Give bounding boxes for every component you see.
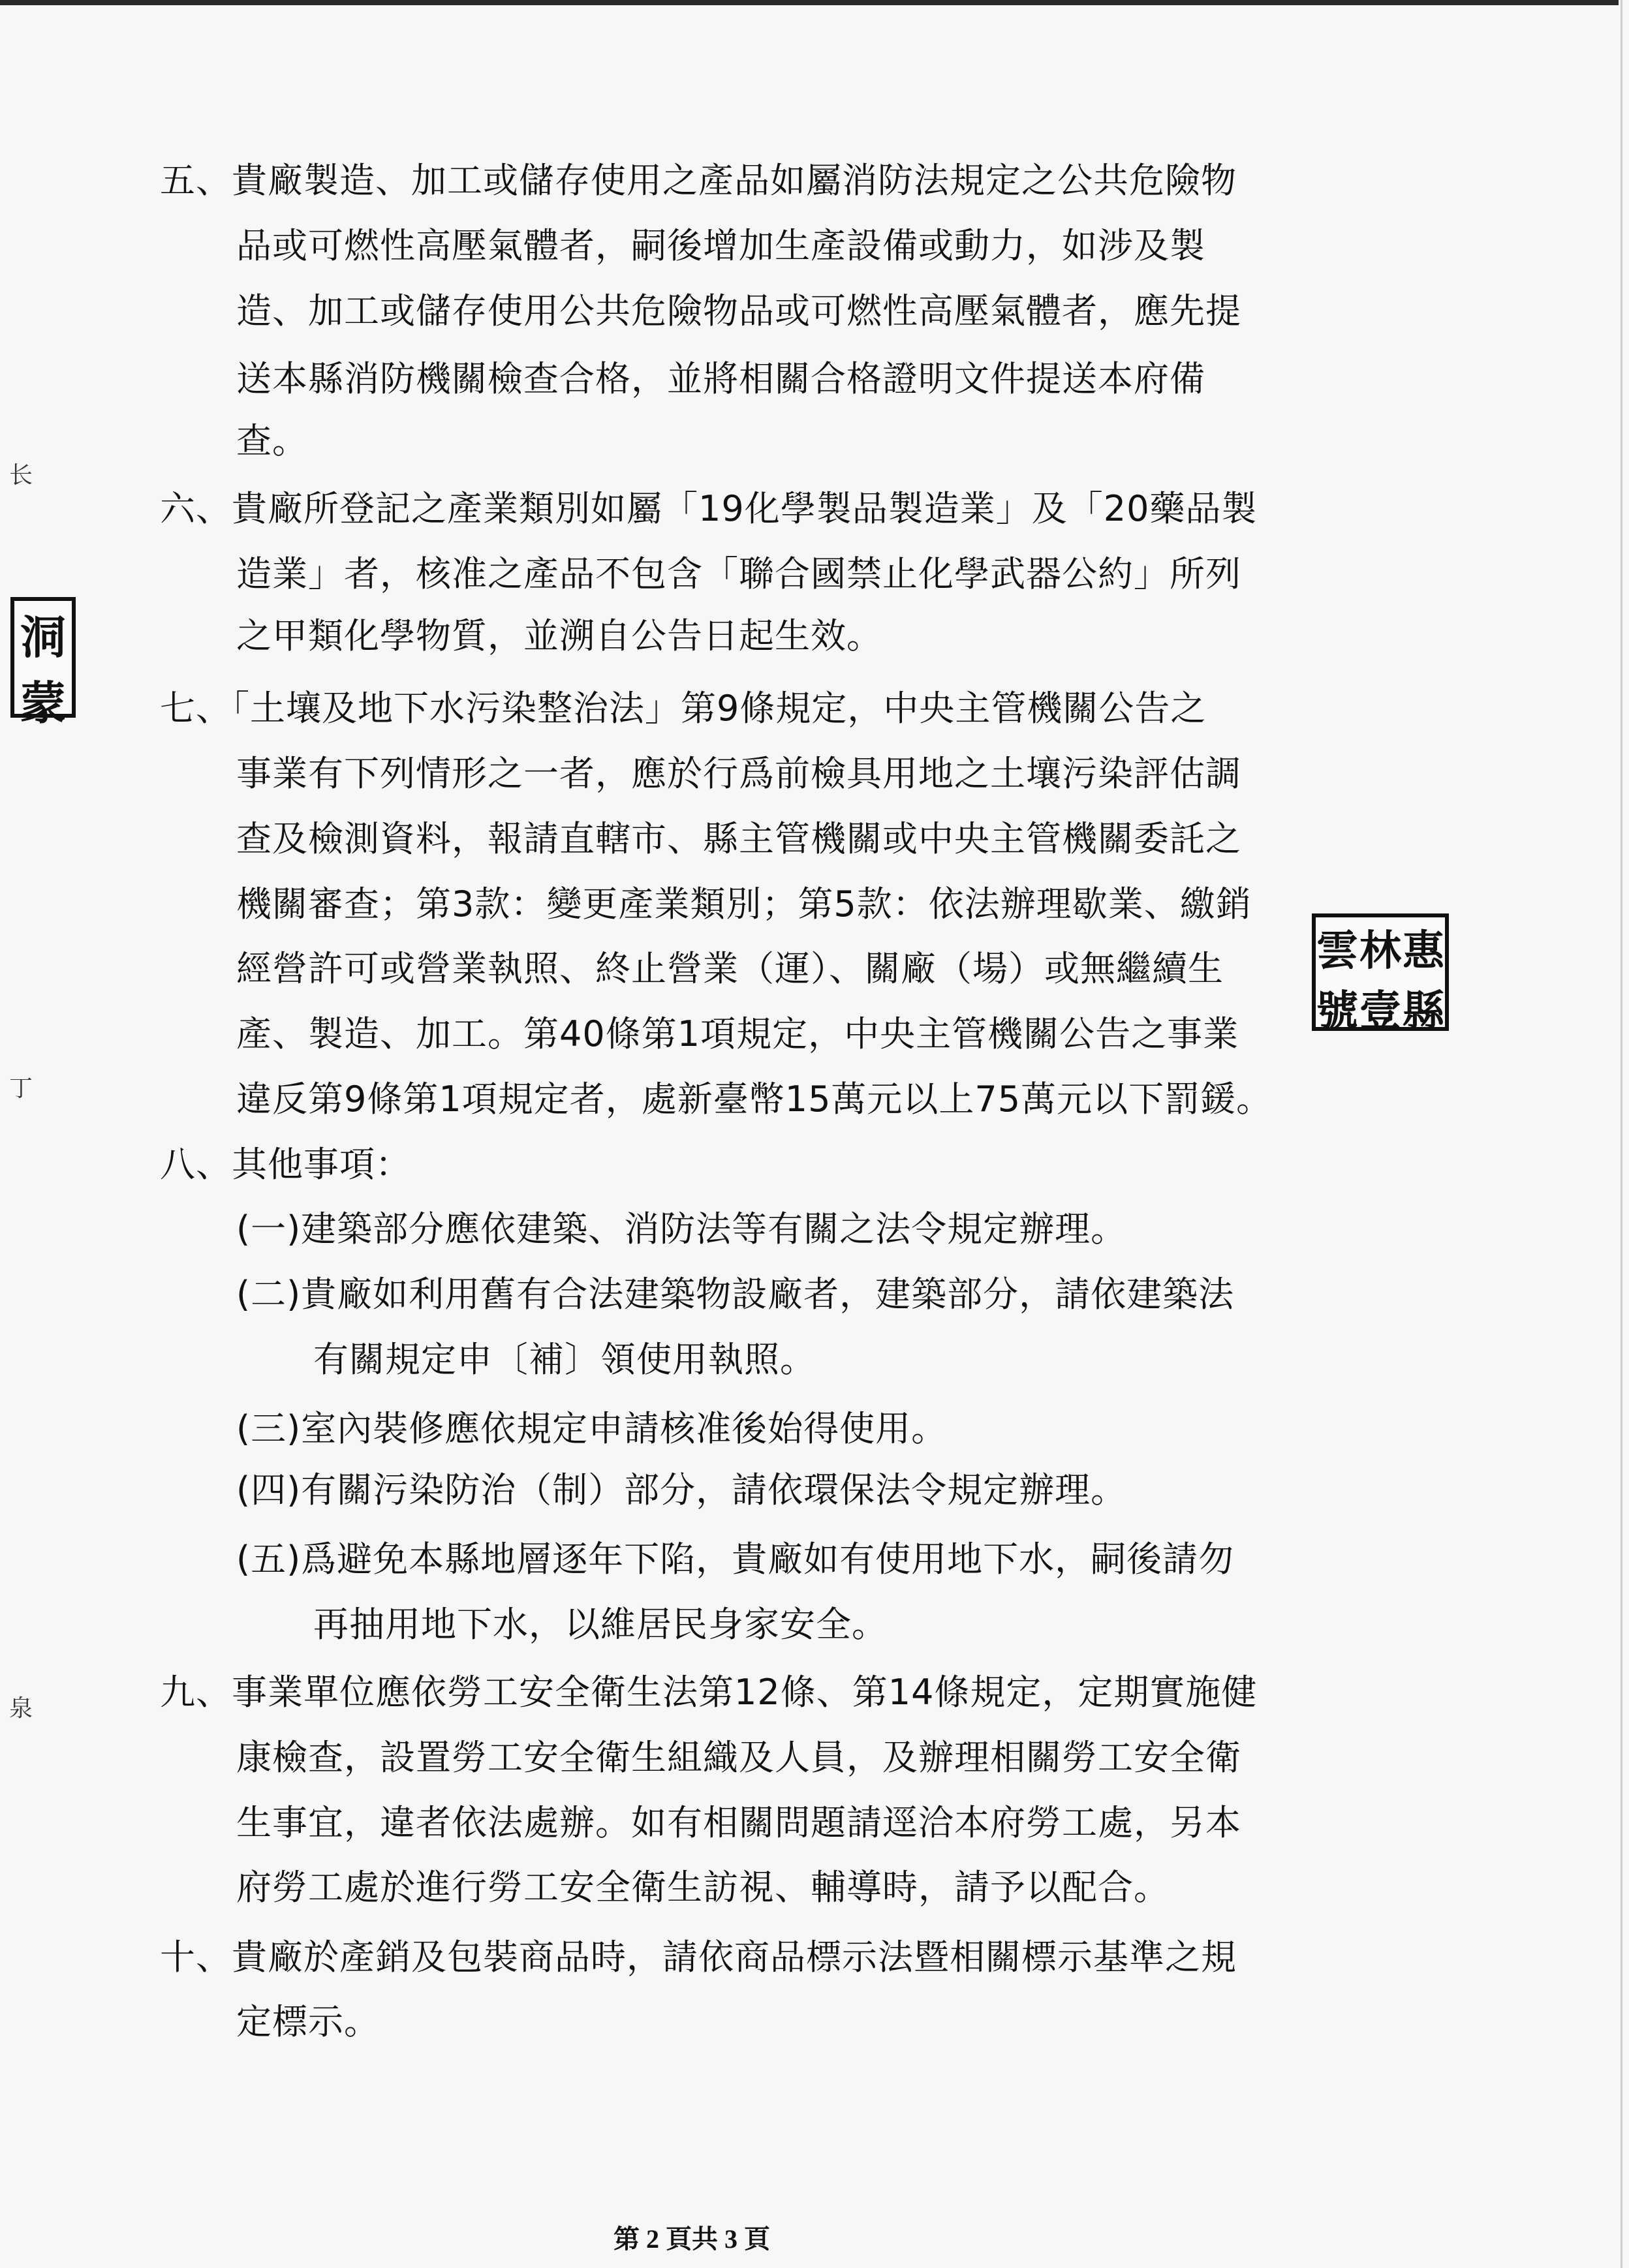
section-9-line: 康檢查，設置勞工安全衛生組織及人員，及辦理相關勞工安全衛 <box>236 1737 1241 1778</box>
margin-glyph: 长 <box>9 462 33 489</box>
section-9-line: 府勞工處於進行勞工安全衛生訪視、輔導時，請予以配合。 <box>236 1867 1170 1908</box>
seal-char: 洞 <box>20 610 66 664</box>
scan-right-edge <box>1621 0 1622 2268</box>
seal-char: 號 <box>1316 987 1358 1035</box>
section-7-line: 查及檢測資料，報請直轄市、縣主管機關或中央主管機關委託之 <box>236 818 1241 859</box>
section-5-line: 送本縣消防機關檢查合格，並將相關合格證明文件提送本府備 <box>236 358 1205 399</box>
section-5-line: 查。 <box>236 420 308 461</box>
margin-glyph: 丁 <box>9 1075 33 1102</box>
margin-glyph: 泉 <box>9 1695 33 1722</box>
section-7-line: 經營許可或營業執照、終止營業（運）、關廠（場）或無繼續生 <box>236 948 1224 989</box>
section-6-line: 造業」者，核准之產品不包含「聯合國禁止化學武器公約」所列 <box>236 553 1241 594</box>
section-10-line: 定標示。 <box>236 2001 380 2042</box>
section-8-item: (五)爲避免本縣地層逐年下陷，貴廠如有使用地下水，嗣後請勿 <box>236 1539 1235 1580</box>
section-8-item: (二)貴廠如利用舊有合法建築物設廠者，建築部分，請依建築法 <box>236 1274 1235 1315</box>
section-5-line: 造、加工或儲存使用公共危險物品或可燃性高壓氣體者，應先提 <box>236 290 1241 331</box>
section-8-item-cont: 有關規定申〔補〕領使用執照。 <box>313 1339 816 1380</box>
section-5-line: 五、貴廠製造、加工或儲存使用之產品如屬消防法規定之公共危險物 <box>160 160 1237 201</box>
scan-top-edge <box>0 0 1619 5</box>
seal-char: 壹 <box>1359 987 1401 1035</box>
section-9-line: 九、事業單位應依勞工安全衛生法第12條、第14條規定，定期實施健 <box>160 1672 1258 1713</box>
section-6-line: 六、貴廠所登記之產業類別如屬「19化學製品製造業」及「20藥品製 <box>160 488 1258 529</box>
section-10-line: 十、貴廠於產銷及包裝商品時，請依商品標示法暨相關標示基準之規 <box>160 1937 1237 1978</box>
section-7-line: 機關審查；第3款：變更產業類別；第5款：依法辦理歇業、繳銷 <box>236 883 1252 925</box>
partial-seal-stamp <box>10 597 76 730</box>
section-5-line: 品或可燃性高壓氣體者，嗣後增加生產設備或動力，如涉及製 <box>236 225 1205 266</box>
seal-char: 雲 <box>1316 927 1358 975</box>
section-8-item-cont: 再抽用地下水，以維居民身家安全。 <box>313 1604 888 1645</box>
section-8-item: (四)有關污染防治（制）部分，請依環保法令規定辦理。 <box>236 1469 1127 1510</box>
seal-char: 蒙 <box>20 676 66 730</box>
section-8-heading: 八、其他事項： <box>160 1144 411 1185</box>
section-7-line: 七、「土壤及地下水污染整治法」第9條規定，中央主管機關公告之 <box>160 688 1207 729</box>
page-number: 第 2 頁共 3 頁 <box>613 2224 770 2254</box>
seal-char: 縣 <box>1403 987 1444 1035</box>
section-8-item: (三)室內裝修應依規定申請核准後始得使用。 <box>236 1408 948 1449</box>
section-7-line: 事業有下列情形之一者，應於行爲前檢具用地之土壤污染評估調 <box>236 753 1241 794</box>
section-9-line: 生事宜，違者依法處辦。如有相關問題請逕洽本府勞工處，另本 <box>236 1802 1241 1843</box>
seal-char: 惠 <box>1403 927 1444 975</box>
section-7-line: 產、製造、加工。第40條第1項規定，中央主管機關公告之事業 <box>236 1013 1239 1054</box>
section-6-line: 之甲類化學物質，並溯自公告日起生效。 <box>236 615 882 656</box>
section-8-item: (一)建築部分應依建築、消防法等有關之法令規定辦理。 <box>236 1208 1127 1249</box>
seal-char: 林 <box>1359 927 1401 975</box>
section-7-line: 違反第9條第1項規定者，處新臺幣15萬元以上75萬元以下罰鍰。 <box>236 1079 1273 1120</box>
official-seal-stamp <box>1312 913 1449 1035</box>
